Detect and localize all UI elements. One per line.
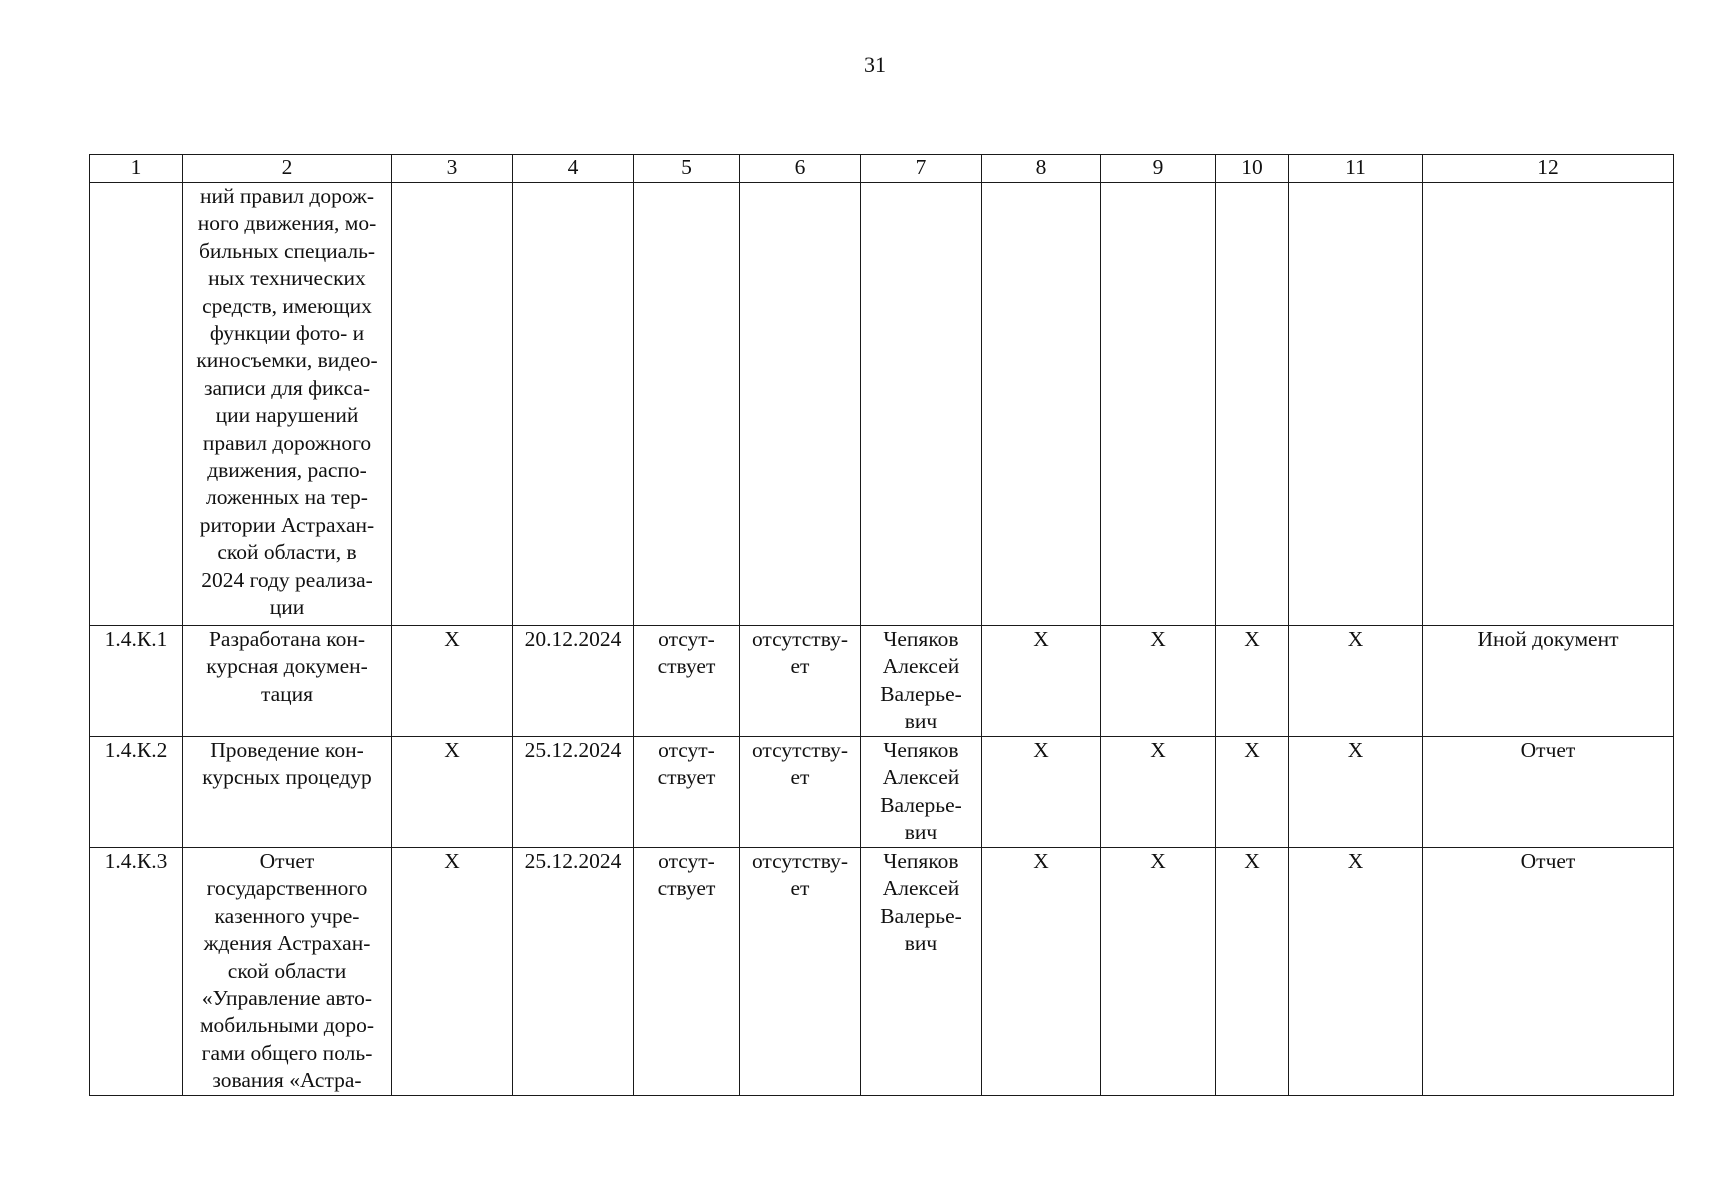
row-name <box>183 183 392 626</box>
row-code: 1.4.К.3 <box>90 848 183 1096</box>
cell-col3: X <box>392 737 513 848</box>
column-number: 4 <box>513 155 634 183</box>
cell-col8: X <box>982 848 1101 1096</box>
cell-col3: X <box>392 848 513 1096</box>
column-number: 1 <box>90 155 183 183</box>
column-number-row <box>90 155 1674 183</box>
column-number: 3 <box>392 155 513 183</box>
table-row <box>90 626 1674 737</box>
cell-col10: X <box>1216 737 1289 848</box>
cell-date: 20.12.2024 <box>513 626 634 737</box>
row-name-text: Проведение кон- курсных процедур <box>202 738 372 790</box>
cell-col9: X <box>1101 848 1216 1096</box>
cell-col5 <box>634 183 740 626</box>
row-name-text: ний правил дорож- ного движения, мо- бильных специаль- ных технических средств, имеющих функции фото- и киносъемки, видео- записи для фикса- ции нарушений правил дорожного движения, распо- ложенных на тер- ритории Астрахан- ской области, в 2024 году реализа- ции <box>196 184 378 620</box>
table-row <box>90 183 1674 626</box>
cell-col11: X <box>1289 848 1423 1096</box>
cell-col9 <box>1101 183 1216 626</box>
cell-date: 25.12.2024 <box>513 737 634 848</box>
cell-col11 <box>1289 183 1423 626</box>
cell-col3 <box>392 183 513 626</box>
cell-col3: X <box>392 626 513 737</box>
cell-col6 <box>740 626 861 737</box>
cell-responsible-text: Чепяков Алексей Валерье- вич <box>880 627 962 734</box>
page-number: 31 <box>864 52 886 77</box>
column-number: 2 <box>183 155 392 183</box>
row-code: 1.4.К.1 <box>90 626 183 737</box>
column-number: 9 <box>1101 155 1216 183</box>
plan-table <box>89 154 1674 1096</box>
cell-col10 <box>1216 183 1289 626</box>
cell-col5 <box>634 626 740 737</box>
cell-col11: X <box>1289 626 1423 737</box>
cell-responsible-text: Чепяков Алексей Валерье- вич <box>880 738 962 845</box>
cell-responsible-text: Чепяков Алексей Валерье- вич <box>880 849 962 956</box>
cell-col6 <box>740 183 861 626</box>
cell-col6 <box>740 737 861 848</box>
cell-col11: X <box>1289 737 1423 848</box>
cell-col6-text: отсутству- ет <box>751 738 849 790</box>
row-name <box>183 848 392 1096</box>
cell-col5 <box>634 737 740 848</box>
column-number: 10 <box>1216 155 1289 183</box>
cell-col5 <box>634 848 740 1096</box>
row-name <box>183 626 392 737</box>
column-number: 5 <box>634 155 740 183</box>
cell-col6-text: отсутству- ет <box>751 849 849 901</box>
cell-col10: X <box>1216 626 1289 737</box>
row-code: 1.4.К.2 <box>90 737 183 848</box>
cell-col9: X <box>1101 737 1216 848</box>
row-name <box>183 737 392 848</box>
cell-col8: X <box>982 737 1101 848</box>
cell-responsible <box>861 848 982 1096</box>
cell-document: Отчет <box>1423 848 1674 1096</box>
cell-col6 <box>740 848 861 1096</box>
cell-responsible <box>861 183 982 626</box>
cell-document <box>1423 183 1674 626</box>
cell-col9: X <box>1101 626 1216 737</box>
row-code <box>90 183 183 626</box>
table-row <box>90 848 1674 1096</box>
row-name-text: Отчет государственного казенного учре- ждения Астрахан- ской области «Управление авто- мобильными доро- гами общего поль- зования «Астра- <box>199 849 375 1093</box>
cell-col6-text: отсутству- ет <box>751 627 849 679</box>
column-number: 8 <box>982 155 1101 183</box>
cell-responsible <box>861 737 982 848</box>
column-number: 6 <box>740 155 861 183</box>
cell-col10: X <box>1216 848 1289 1096</box>
cell-responsible <box>861 626 982 737</box>
cell-col5-text: отсут- ствует <box>657 627 716 679</box>
column-number: 12 <box>1423 155 1674 183</box>
cell-date: 25.12.2024 <box>513 848 634 1096</box>
cell-date <box>513 183 634 626</box>
row-name-text: Разработана кон- курсная докумен- тация <box>206 627 368 706</box>
column-number: 11 <box>1289 155 1423 183</box>
cell-col5-text: отсут- ствует <box>657 849 716 901</box>
cell-col8 <box>982 183 1101 626</box>
cell-document: Иной документ <box>1423 626 1674 737</box>
cell-document: Отчет <box>1423 737 1674 848</box>
table-row <box>90 737 1674 848</box>
cell-col8: X <box>982 626 1101 737</box>
cell-col5-text: отсут- ствует <box>657 738 716 790</box>
column-number: 7 <box>861 155 982 183</box>
